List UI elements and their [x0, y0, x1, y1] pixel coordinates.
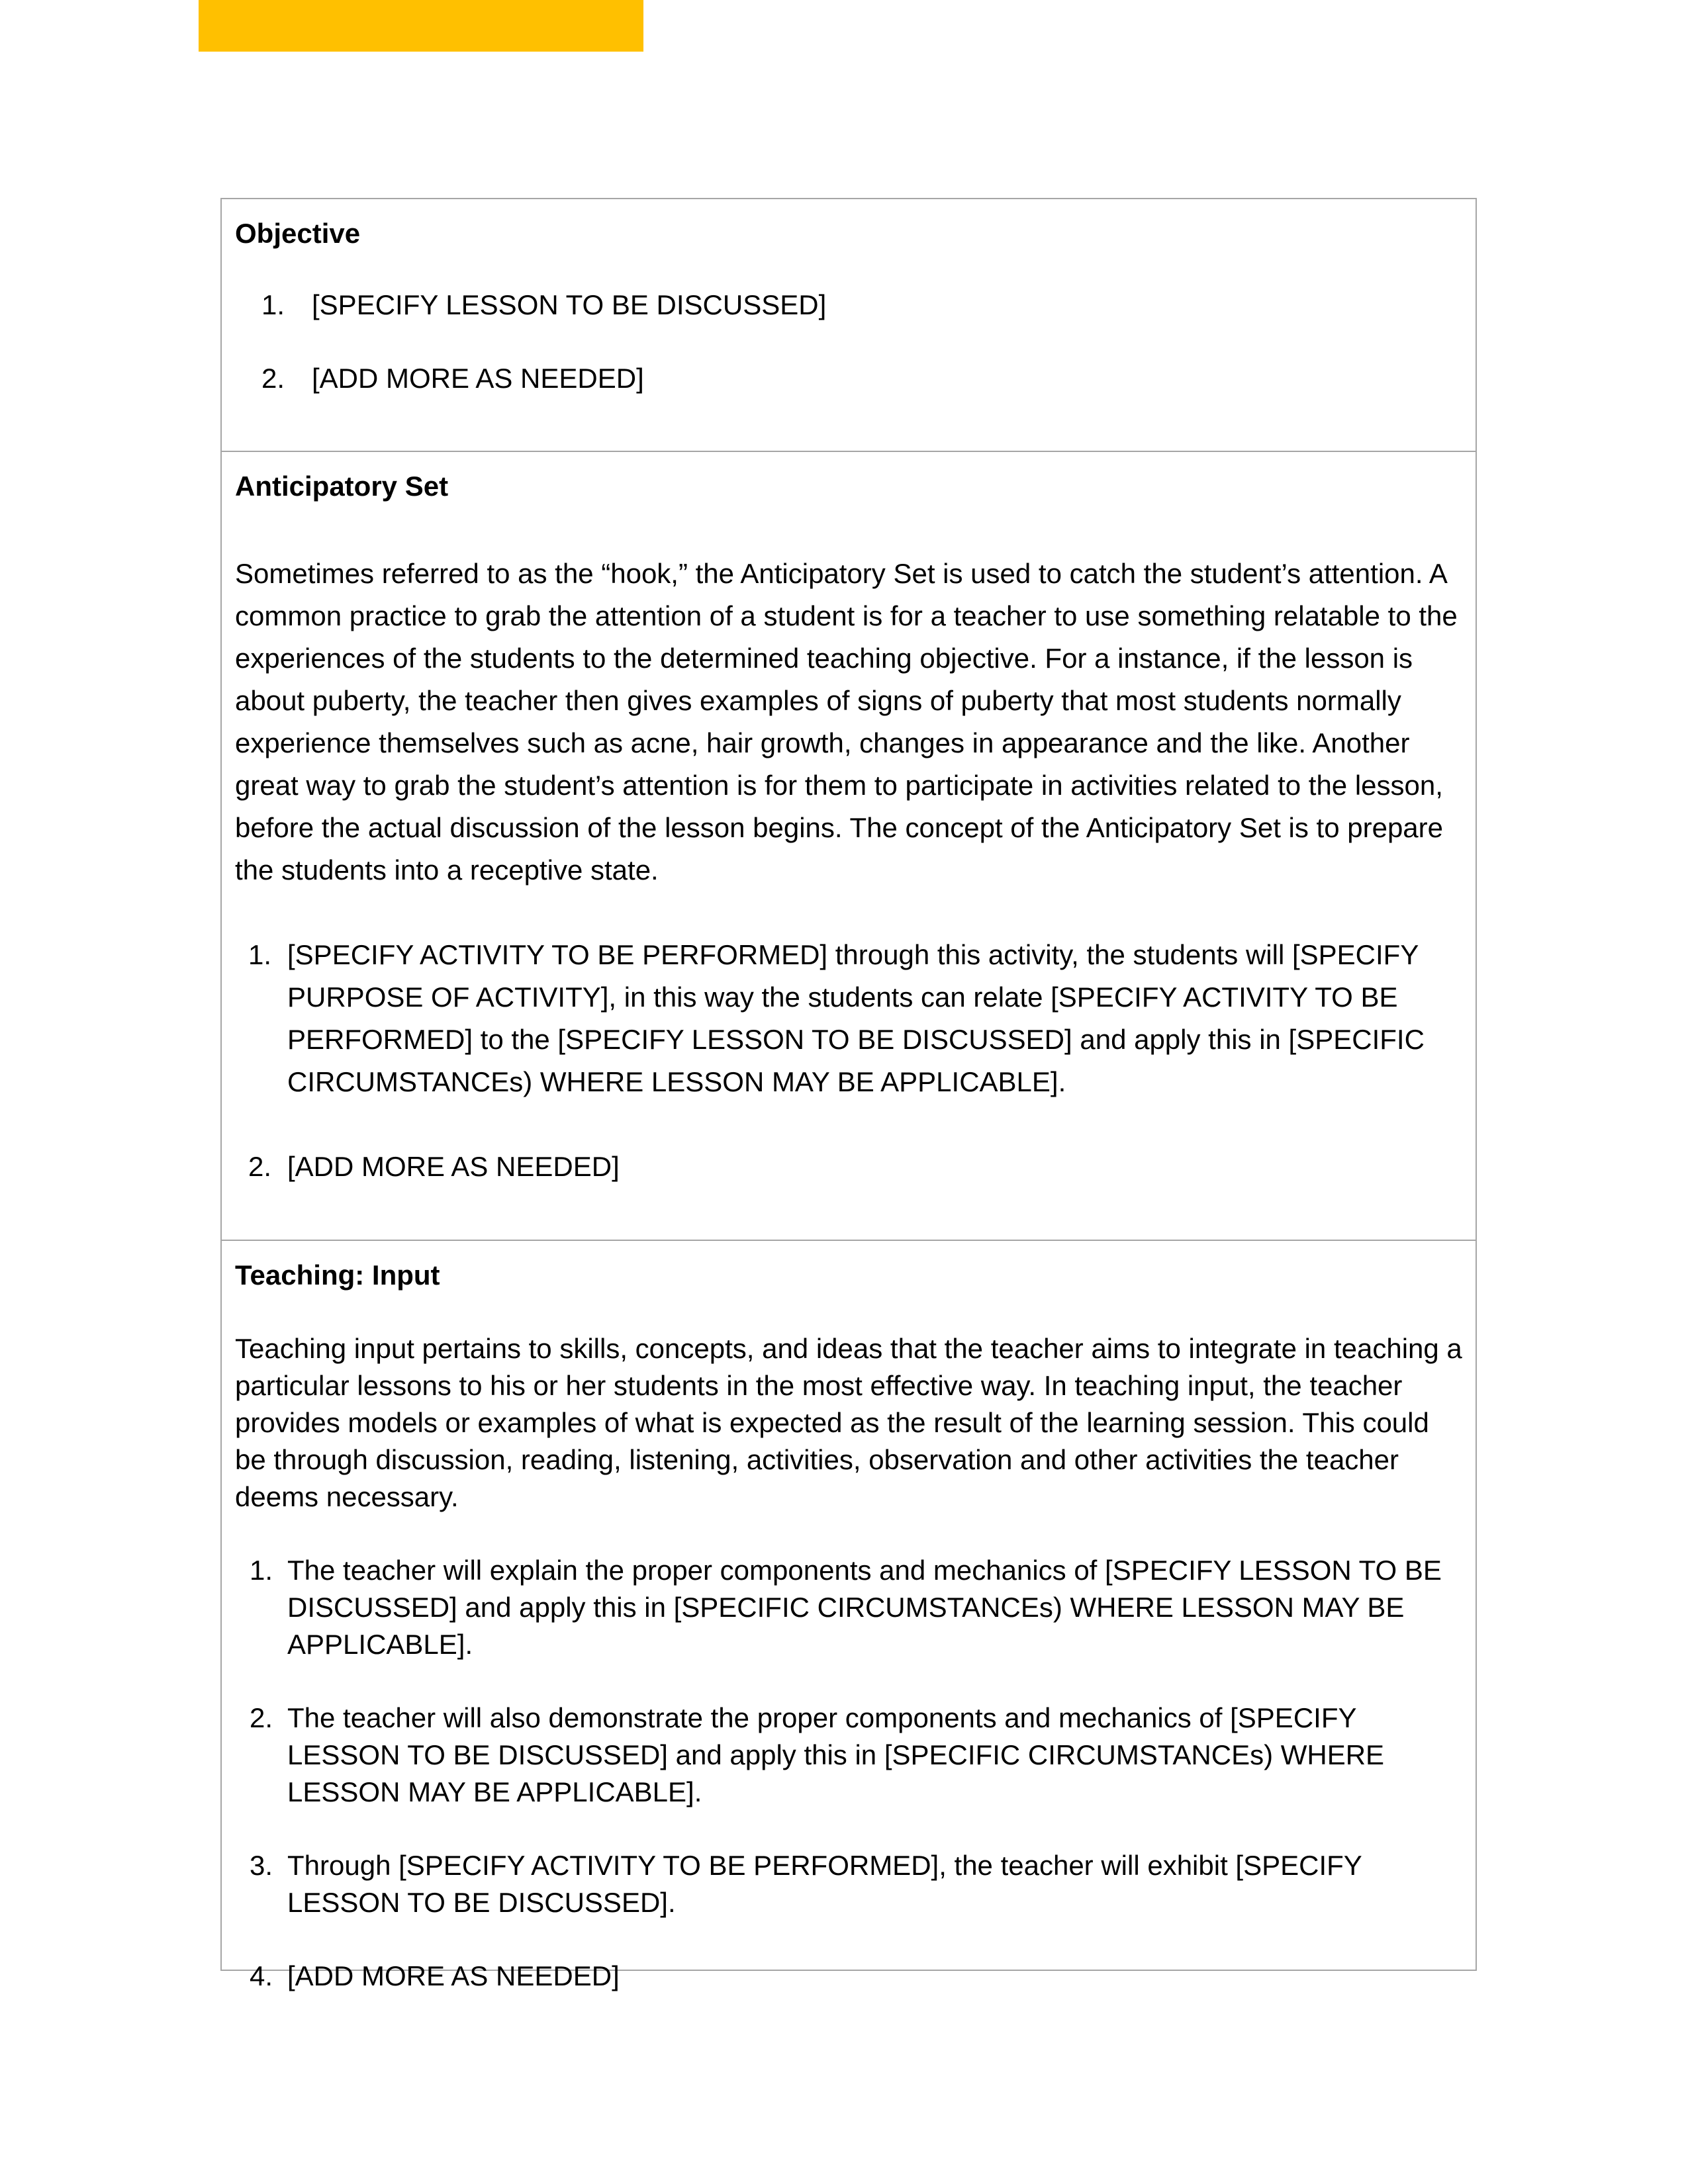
objective-list — [235, 287, 1462, 397]
list-item-number: 1. — [261, 289, 285, 320]
list-item-text: [SPECIFY ACTIVITY TO BE PERFORMED] through this activity, the students will [SPECIFY PURPOSE OF ACTIVITY], in this way the students can relate [SPECIFY ACTIVITY TO BE PERFORMED] to the [SPECIFY LESSON TO BE DISCUSSED] and apply this in [SPECIFIC CIRCUMSTANCEs) WHERE LESSON MAY BE APPLICABLE]. — [287, 939, 1425, 1097]
list-item — [235, 1552, 1462, 1663]
list-item-number: 2. — [261, 363, 285, 394]
teaching-input-paragraph: Teaching input pertains to skills, concepts, and ideas that the teacher aims to integrate in teaching a particular lessons to his or her students in the most effective way. In teaching input, the teacher provides models or examples of what is expected as the result of the learning session. This could be through discussion, reading, listening, activities, observation and other activities the teacher deems necessary. — [235, 1333, 1462, 1512]
list-item — [235, 360, 1462, 397]
lesson-plan-table — [220, 198, 1477, 1991]
list-item — [235, 1847, 1462, 1921]
anticipatory-set-heading: Anticipatory Set — [235, 471, 449, 502]
anticipatory-set-paragraph: Sometimes referred to as the “hook,” the Anticipatory Set is used to catch the student’s attention. A common practice to grab the attention of a student is for a teacher to use something relatable to the experiences of the students to the determined teaching objective. For a instance, if the lesson is about puberty, the teacher then gives examples of signs of puberty that most students normally experience themselves such as acne, hair growth, changes in appearance and the like. Another great way to grab the student’s attention is for them to participate in activities related to the lesson, before the actual discussion of the lesson begins. The concept of the Anticipatory Set is to prepare the students into a receptive state. — [235, 558, 1458, 886]
header-accent-bar — [199, 0, 643, 52]
list-item-text: The teacher will explain the proper components and mechanics of [SPECIFY LESSON TO BE DISCUSSED] and apply this in [SPECIFIC CIRCUMSTANCEs) WHERE LESSON MAY BE APPLICABLE]. — [287, 1555, 1442, 1660]
list-item-number: 1. — [250, 1555, 273, 1586]
objective-heading: Objective — [235, 218, 361, 249]
list-item-text: [ADD MORE AS NEEDED] — [312, 363, 644, 394]
list-item — [235, 1146, 1462, 1188]
list-item-text: The teacher will also demonstrate the proper components and mechanics of [SPECIFY LESSON TO BE DISCUSSED] and apply this in [SPECIFIC CIRCUMSTANCEs) WHERE LESSON MAY BE APPLICABLE]. — [287, 1702, 1385, 1807]
list-item-text: [ADD MORE AS NEEDED] — [287, 1960, 620, 1991]
anticipatory-set-list — [235, 934, 1462, 1188]
list-item-number: 3. — [250, 1850, 273, 1881]
list-item — [235, 1958, 1462, 1995]
list-item-number: 1. — [248, 939, 272, 970]
list-item-text: [ADD MORE AS NEEDED] — [287, 1151, 620, 1182]
list-item-number: 2. — [248, 1151, 272, 1182]
list-item — [235, 287, 1462, 324]
objective-section — [222, 199, 1476, 451]
list-item-text: [SPECIFY LESSON TO BE DISCUSSED] — [312, 289, 827, 320]
list-item-number: 4. — [250, 1960, 273, 1991]
teaching-input-heading: Teaching: Input — [235, 1259, 440, 1291]
anticipatory-set-section — [222, 451, 1476, 1240]
list-item-text: Through [SPECIFY ACTIVITY TO BE PERFORMED], the teacher will exhibit [SPECIFY LESSON TO BE DISCUSSED]. — [287, 1850, 1362, 1918]
list-item-number: 2. — [250, 1702, 273, 1733]
teaching-input-section — [222, 1240, 1476, 1991]
list-item — [235, 1700, 1462, 1811]
list-item — [235, 934, 1462, 1103]
teaching-input-list — [235, 1552, 1462, 1995]
